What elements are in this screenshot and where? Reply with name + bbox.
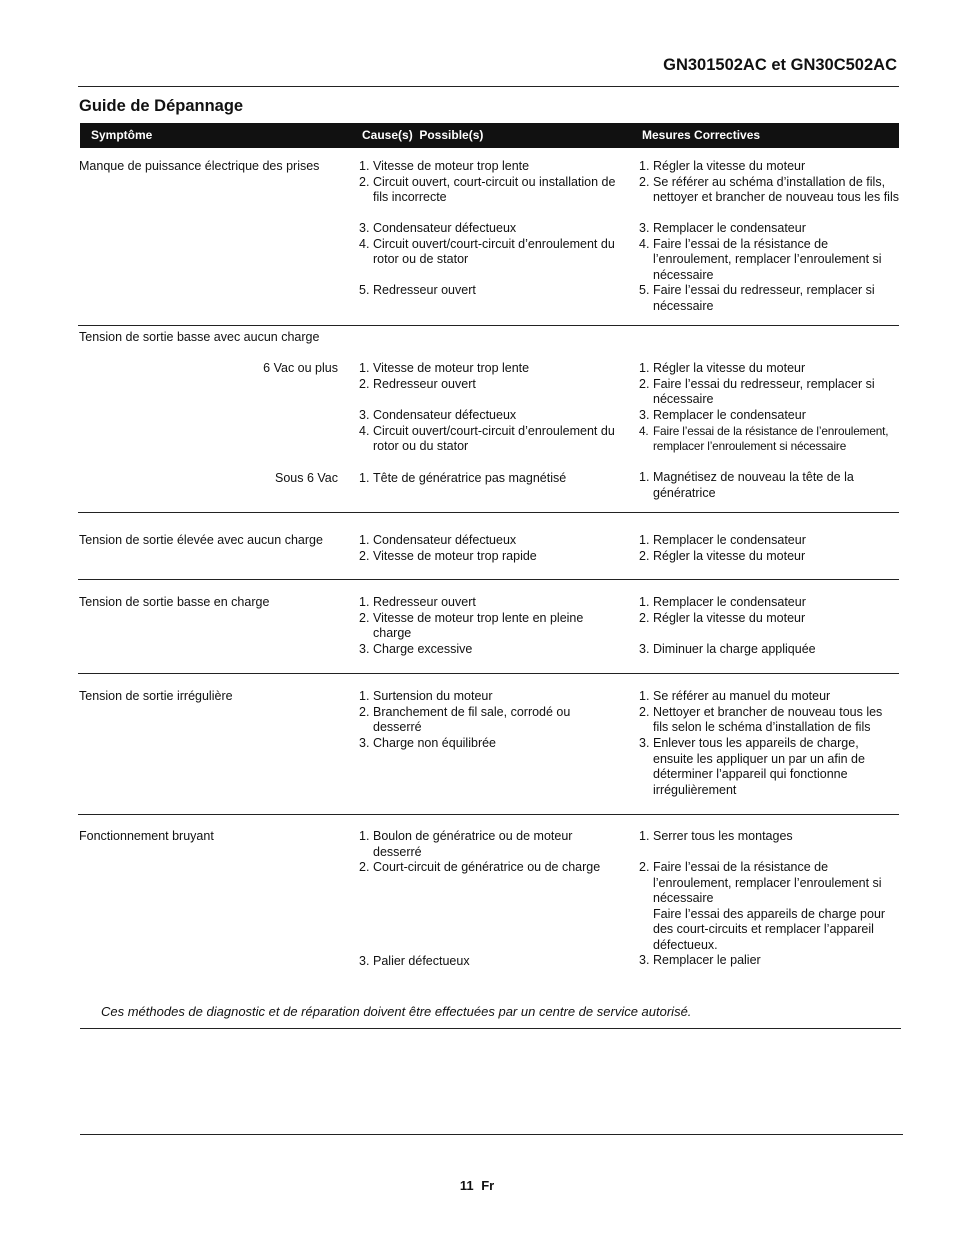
fix-item: 5. Faire l’essai du redresseur, remplacer si nécessaire [639, 283, 875, 313]
fix-item: 4. Faire l’essai de la résistance de l’enroulement, remplacer l’enroulement si nécessaire [639, 423, 889, 454]
cause-item: 1. Redresseur ouvert [359, 595, 476, 609]
column-header-causes: Cause(s) Possible(s) [362, 128, 484, 142]
fix-item: 2. Nettoyer et brancher de nouveau tous les fils selon le schéma d’installation de fils [639, 704, 883, 735]
row-divider [78, 673, 899, 674]
cause-item: 3. Condensateur défectueux [359, 408, 517, 422]
cause-item: 1. Surtension du moteur [359, 689, 493, 703]
page-footer [0, 1178, 954, 1194]
fix-item: 2. Faire l’essai du redresseur, remplacer si nécessaire [639, 376, 875, 407]
note-rule [80, 1028, 901, 1029]
fix-item: 2. Régler la vitesse du moteur [639, 548, 806, 563]
cause-item: 2. Branchement de fil sale, corrodé ou desserré [359, 704, 571, 735]
fix-item: 3. Diminuer la charge appliquée [639, 642, 816, 656]
symptom-sublabel: 6 Vac ou plus [263, 361, 338, 375]
page-number: 11 [459, 1178, 474, 1193]
cause-item: 2. Circuit ouvert, court-circuit ou installation de fils incorrecte [359, 174, 616, 205]
row-divider [78, 579, 899, 580]
fix-item: 2. Régler la vitesse du moteur [639, 610, 806, 625]
fix-item: 3. Remplacer le palier [639, 953, 761, 967]
symptom-sublabel: Sous 6 Vac [274, 471, 338, 485]
cause-item: 1. Condensateur défectueux [359, 533, 517, 547]
fix-item: 2. Se référer au schéma d’installation de fils, nettoyer et brancher de nouveau tous les fils [639, 174, 899, 205]
fix-item: 3. Remplacer le condensateur [639, 221, 806, 235]
cause-item: 2. Court-circuit de génératrice ou de charge [359, 860, 601, 874]
service-note: Ces méthodes de diagnostic et de réparation doivent être effectuées par un centre de service autorisé. [101, 1004, 692, 1019]
symptom-cell: Tension de sortie irrégulière [79, 689, 233, 703]
header-rule [78, 86, 899, 87]
fix-item: 1. Remplacer le condensateur [639, 533, 806, 547]
fix-item: 1. Magnétisez de nouveau la tête de la génératrice [639, 470, 854, 500]
model-title: GN301502AC et GN30C502AC [663, 56, 897, 74]
cause-item: 3. Condensateur défectueux [359, 221, 517, 235]
page-language: Fr [481, 1178, 495, 1193]
row-divider [78, 512, 899, 513]
row-divider [78, 814, 899, 815]
symptom-cell: Tension de sortie basse en charge [79, 595, 270, 609]
cause-item: 1. Vitesse de moteur trop lente [359, 361, 530, 375]
row-divider [78, 325, 899, 326]
cause-item: 2. Vitesse de moteur trop rapide [359, 548, 537, 563]
fix-item: 2. Faire l’essai de la résistance de l’enroulement, remplacer l’enroulement si nécessaire [639, 860, 882, 906]
cause-item: 5. Redresseur ouvert [359, 283, 476, 297]
fix-item: 1. Se référer au manuel du moteur [639, 689, 831, 703]
cause-item: 3. Palier défectueux [359, 954, 470, 968]
section-title: Guide de Dépannage [79, 97, 244, 115]
cause-item: 4. Circuit ouvert/court-circuit d’enroulement du rotor ou du stator [359, 423, 615, 454]
cause-item: 3. Charge excessive [359, 642, 473, 656]
table-header [80, 123, 899, 148]
symptom-cell: Tension de sortie élevée avec aucun charge [79, 533, 323, 547]
column-header-fixes: Mesures Correctives [642, 128, 761, 142]
column-header-symptom: Symptôme [91, 128, 153, 142]
cause-item: 1. Vitesse de moteur trop lente [359, 159, 530, 173]
symptom-cell: Fonctionnement bruyant [79, 829, 214, 843]
footer-rule [80, 1134, 903, 1135]
fix-item: Faire l’essai des appareils de charge pour des court-circuits et remplacer l’appareil défectueux. [653, 906, 886, 952]
cause-item: 3. Charge non équilibrée [359, 736, 497, 750]
cause-item: 4. Circuit ouvert/court-circuit d’enroulement du rotor ou de stator [359, 236, 615, 267]
cause-item: 1. Boulon de génératrice ou de moteur desserré [359, 829, 573, 859]
cause-item: 2. Vitesse de moteur trop lente en pleine charge [359, 610, 584, 641]
fix-item: 1. Régler la vitesse du moteur [639, 159, 806, 173]
symptom-cell: Manque de puissance électrique des prises [79, 159, 320, 173]
fix-item: 1. Régler la vitesse du moteur [639, 361, 806, 375]
symptom-cell: Tension de sortie basse avec aucun charge [79, 330, 320, 344]
fix-item: 1. Serrer tous les montages [639, 829, 793, 843]
fix-item: 3. Remplacer le condensateur [639, 408, 806, 422]
fix-item: 3. Enlever tous les appareils de charge, ensuite les appliquer un par un afin de déterminer l’appareil qui fonctionne irrégulièrement [639, 736, 865, 797]
cause-item: 1. Tête de génératrice pas magnétisé [359, 471, 567, 485]
fix-item: 1. Remplacer le condensateur [639, 595, 806, 609]
cause-item: 2. Redresseur ouvert [359, 376, 476, 391]
fix-item: 4. Faire l’essai de la résistance de l’enroulement, remplacer l’enroulement si nécessaire [639, 236, 882, 282]
